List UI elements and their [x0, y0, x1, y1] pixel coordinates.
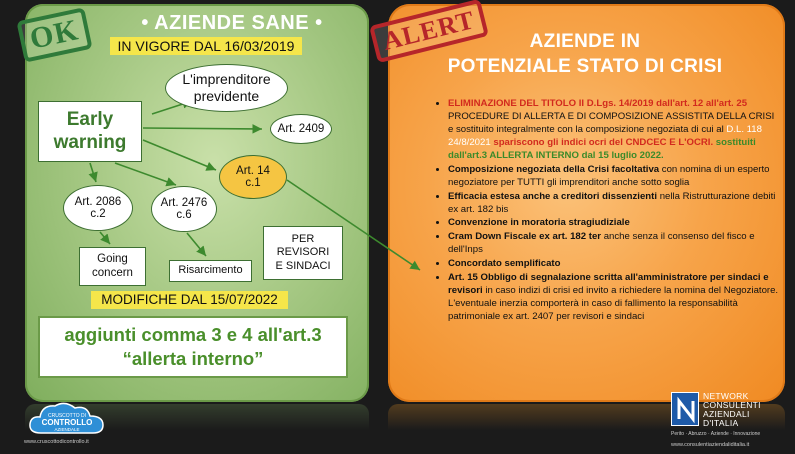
bullet-text: spariscono gli indici ocri del CNDCEC E L'OCRI.	[493, 136, 714, 148]
bullet-text: in caso indizi di crisi ed invito a richiedere la nomina del Negoziatore. L'eventuale inerzia comporterà in caso di fallimento la responsabilità patrimoniale ex art. 2407 per revisori e sindaci	[448, 285, 779, 322]
bullet-convenzione-moratoria	[448, 217, 780, 230]
aziende-sane-title: • AZIENDE SANE •	[141, 12, 323, 34]
risarcimento-node: Risarcimento	[169, 260, 252, 282]
arrow-going-concern	[100, 232, 110, 244]
title-line: POTENZIALE STATO DI CRISI	[447, 55, 723, 77]
cruscotto-text: AZIENDALE	[54, 427, 80, 432]
node-text: warning	[53, 131, 127, 153]
cruscotto-url: www.cruscottodicontrollo.it	[24, 439, 89, 445]
node-text: concern	[92, 266, 133, 279]
network-subtitle: Perito · Abruzzo · Aziende · Innovazione	[671, 431, 761, 437]
modifiche-label: MODIFICHE DAL 15/07/2022	[91, 291, 288, 309]
bullet-eliminazione-titolo	[448, 98, 780, 163]
going-concern-node	[79, 247, 146, 286]
revisori-sindaci-node	[263, 226, 343, 280]
bullet-text: Cram Down Fiscale ex art. 182 ter	[448, 231, 602, 243]
node-text: E SINDACI	[275, 259, 331, 272]
network-text-line: AZIENDALI	[703, 408, 750, 419]
bullet-text: nella Ristrutturazione debiti ex art. 182 bis	[448, 190, 776, 215]
bullet-cram-down	[448, 231, 780, 257]
network-text-line: NETWORK	[703, 391, 749, 401]
in-vigore-label: IN VIGORE DAL 16/03/2019	[110, 37, 302, 55]
bullet-art-15-obbligo	[448, 272, 780, 324]
ok-stamp: OK	[16, 7, 92, 62]
network-url: www.consulentiaziendaliditalia.it	[671, 442, 750, 448]
arrow-risarcimento	[187, 233, 206, 256]
crisi-bullet-list	[420, 98, 780, 325]
node-text: Art. 2476	[160, 197, 208, 209]
node-text: Art. 14	[236, 165, 270, 177]
bullet-composizione-negoziata	[448, 164, 780, 190]
art-14-node	[219, 155, 287, 199]
node-text: c.1	[245, 177, 261, 189]
bullet-text: Composizione negoziata della Crisi facoltativa	[448, 163, 660, 175]
node-text: Early	[66, 108, 114, 130]
node-text: PER	[291, 233, 315, 246]
node-text: c.2	[90, 208, 106, 220]
bullet-text: anche senza il consenso del fisco e dell'Inps	[448, 231, 755, 256]
bullet-efficacia-estesa	[448, 191, 780, 217]
node-text: previdente	[193, 88, 260, 104]
imprenditore-previdente-node	[165, 64, 288, 112]
bullet-text: Concordato semplificato	[448, 258, 561, 270]
arrow-art14	[143, 140, 216, 170]
arrow-art2476	[115, 163, 176, 185]
node-text: Going	[97, 252, 128, 265]
art-2086-node	[63, 185, 133, 231]
bullet-concordato-semplificato	[448, 258, 780, 271]
network-text-line: D'ITALIA	[703, 417, 739, 428]
node-text: Art. 2086	[74, 196, 122, 208]
network-text-line: CONSULENTI	[703, 399, 761, 410]
cruscotto-text: CONTROLLO	[41, 418, 93, 427]
arrow-art2409	[143, 128, 262, 129]
crisi-title	[420, 30, 750, 79]
node-text: c.6	[176, 209, 192, 221]
network-consulenti-name	[703, 392, 793, 428]
node-text: L'imprenditore	[182, 70, 271, 87]
bullet-text: D.L. 118 24/8/2021	[448, 123, 762, 148]
node-text: REVISORI	[276, 246, 330, 259]
alert-stamp: ALERT	[369, 0, 488, 63]
bullet-text: ELIMINAZIONE DEL TITOLO II D.Lgs. 14/2019 dall'art. 12 all'art. 25	[448, 98, 748, 109]
network-logo-icon	[671, 392, 699, 426]
bullet-text: con nomina di un esperto negoziatore per TUTTI gli imprenditori anche sotto soglia	[448, 163, 770, 188]
bullet-text: PROCEDURE DI ALLERTA E DI COMPOSIZIONE ASSISTITA DELLA CRISI e sostituito integralmente con la composizione negoziata di cui al	[448, 110, 775, 135]
allerta-text: “allerta interno”	[122, 348, 264, 369]
art-2476-node	[151, 186, 217, 232]
bullet-text: Art. 15 Obbligo di segnalazione scritta all'amministratore per sindaci e revisori	[448, 272, 769, 297]
bullet-text: sostituiti dall'art.3 ALLERTA INTERNO dal 15 luglio 2022.	[448, 136, 756, 161]
bullet-text: Efficacia estesa anche a creditori dissenzienti	[448, 190, 658, 202]
arrow-art2086	[90, 163, 96, 182]
allerta-text: aggiunti comma 3 e 4 all'art.3	[64, 323, 322, 345]
cruscotto-text: CRUSCOTTO DI	[48, 413, 86, 419]
early-warning-node	[38, 101, 142, 162]
allerta-interno-box	[38, 316, 348, 378]
art-2409-node: Art. 2409	[270, 114, 332, 144]
title-line: AZIENDE IN	[529, 31, 641, 52]
bullet-text: Convenzione in moratoria stragiudiziale	[448, 217, 630, 229]
cruscotto-cloud-logo	[27, 399, 107, 437]
